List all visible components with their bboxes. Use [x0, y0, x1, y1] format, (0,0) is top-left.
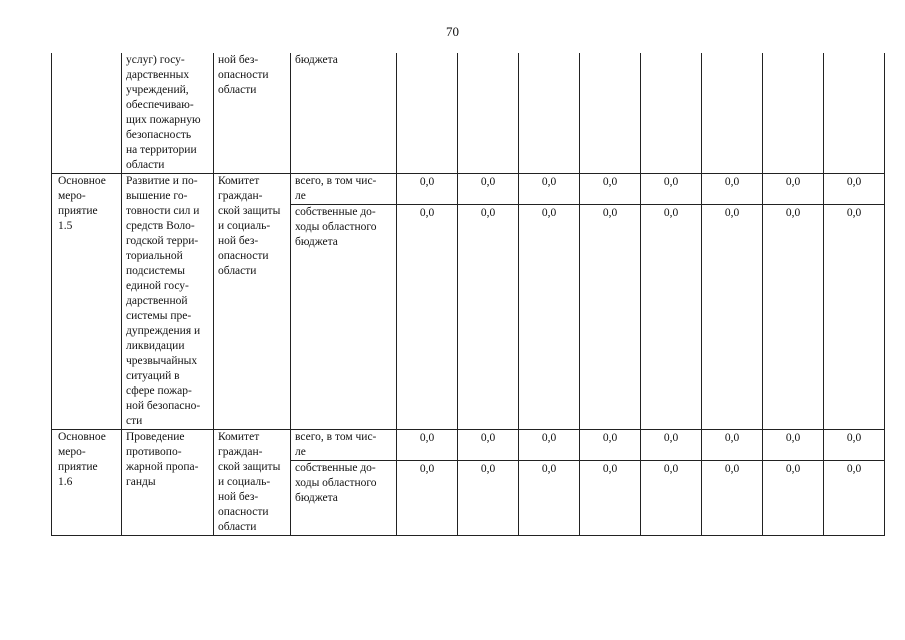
measure-name-cell: Основное меро- приятие 1.5	[52, 174, 122, 430]
value-cell: 0,0	[763, 461, 824, 536]
value-cell: 0,0	[519, 461, 580, 536]
value-cell: 0,0	[580, 205, 641, 430]
budget-table	[51, 53, 885, 536]
value-cell: 0,0	[702, 430, 763, 461]
value-cell	[458, 53, 519, 174]
funding-source-cell: собственные до- ходы областного бюджета	[291, 461, 397, 536]
value-cell: 0,0	[824, 174, 885, 205]
value-cell: 0,0	[702, 174, 763, 205]
value-cell: 0,0	[580, 461, 641, 536]
measure-description-cell: Развитие и по- вышение го- товности сил и средств Воло- годской терри- ториальной подсистемы единой госу- дарственной системы пре- дупреждения и ликвидации чрезвычайных ситуаций в сфере пожар- ной безопасно- сти	[122, 174, 214, 430]
value-cell: 0,0	[641, 205, 702, 430]
funding-source-cell: всего, в том чис- ле	[291, 430, 397, 461]
value-cell	[397, 53, 458, 174]
table-row	[52, 430, 885, 461]
executor-cell: ной без- опасности области	[214, 53, 291, 174]
value-cell: 0,0	[458, 174, 519, 205]
funding-source-cell: бюджета	[291, 53, 397, 174]
value-cell: 0,0	[519, 205, 580, 430]
value-cell: 0,0	[458, 461, 519, 536]
value-cell	[580, 53, 641, 174]
value-cell: 0,0	[702, 205, 763, 430]
measure-description-cell: услуг) госу- дарственных учреждений, обеспечиваю- щих пожарную безопасность на территории области	[122, 53, 214, 174]
measure-name-cell	[52, 53, 122, 174]
funding-source-cell: собственные до- ходы областного бюджета	[291, 205, 397, 430]
table-row	[52, 174, 885, 205]
value-cell: 0,0	[519, 430, 580, 461]
value-cell: 0,0	[458, 430, 519, 461]
value-cell	[763, 53, 824, 174]
value-cell	[519, 53, 580, 174]
value-cell: 0,0	[763, 174, 824, 205]
table-row-continuation	[52, 53, 885, 174]
value-cell: 0,0	[641, 174, 702, 205]
value-cell: 0,0	[397, 174, 458, 205]
value-cell: 0,0	[641, 430, 702, 461]
value-cell	[702, 53, 763, 174]
value-cell	[641, 53, 702, 174]
value-cell: 0,0	[458, 205, 519, 430]
value-cell: 0,0	[580, 430, 641, 461]
executor-cell: Комитет граждан- ской защиты и социаль- ной без- опасности области	[214, 174, 291, 430]
value-cell: 0,0	[824, 205, 885, 430]
value-cell: 0,0	[702, 461, 763, 536]
executor-cell: Комитет граждан- ской защиты и социаль- ной без- опасности области	[214, 430, 291, 536]
funding-source-cell: всего, в том чис- ле	[291, 174, 397, 205]
value-cell: 0,0	[397, 461, 458, 536]
value-cell: 0,0	[763, 205, 824, 430]
value-cell: 0,0	[397, 205, 458, 430]
value-cell: 0,0	[519, 174, 580, 205]
value-cell: 0,0	[580, 174, 641, 205]
measure-description-cell: Проведение противопо- жарной пропа- ганды	[122, 430, 214, 536]
value-cell: 0,0	[763, 430, 824, 461]
page-number: 70	[446, 24, 459, 39]
value-cell: 0,0	[641, 461, 702, 536]
value-cell	[824, 53, 885, 174]
value-cell: 0,0	[824, 461, 885, 536]
measure-name-cell: Основное меро- приятие 1.6	[52, 430, 122, 536]
value-cell: 0,0	[397, 430, 458, 461]
value-cell: 0,0	[824, 430, 885, 461]
